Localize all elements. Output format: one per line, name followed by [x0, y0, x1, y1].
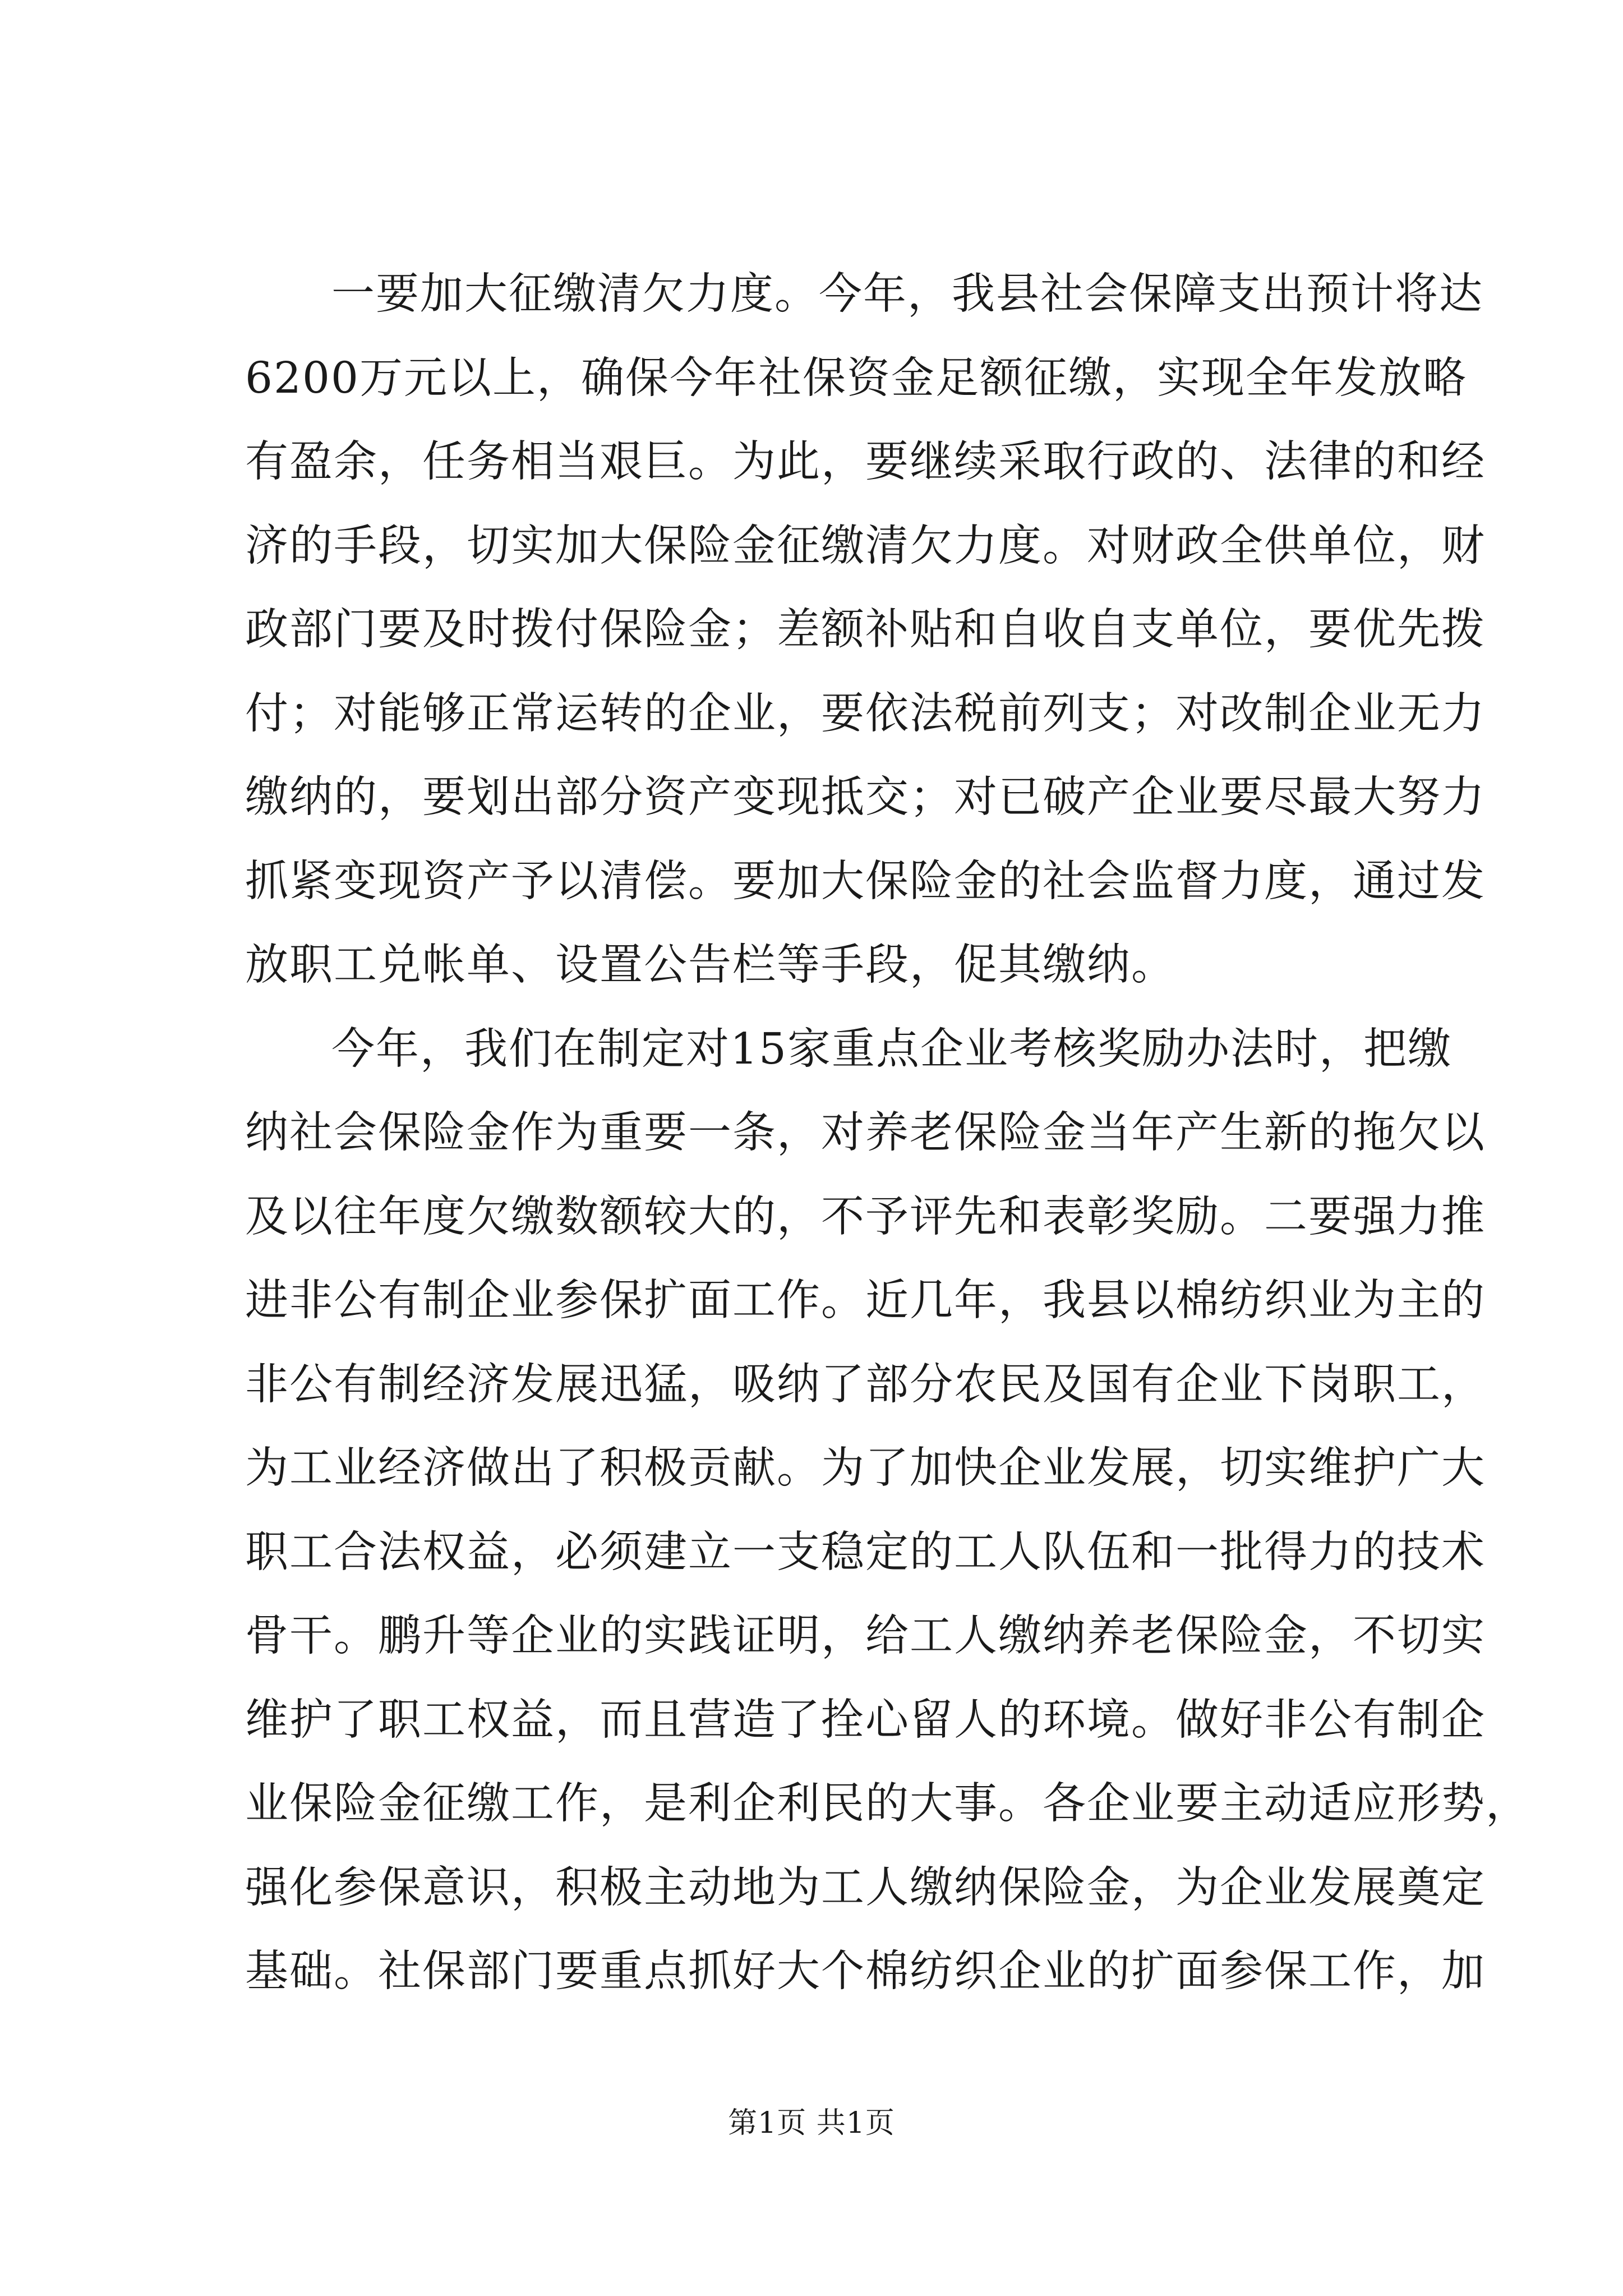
paragraph-line: 维护了职工权益，而且营造了拴心留人的环境。做好非公有制企 — [245, 1695, 1486, 1745]
paragraph-line: 为工业经济做出了积极贡献。为了加快企业发展，切实维护广大 — [245, 1443, 1486, 1493]
paragraph-line: 一要加大征缴清欠力度。今年，我县社会保障支出预计将达 — [331, 269, 1483, 319]
paragraph-line: 强化参保意识，积极主动地为工人缴纳保险金，为企业发展奠定 — [245, 1862, 1486, 1913]
paragraph-line: 基础。社保部门要重点抓好大个棉纺织企业的扩面参保工作，加 — [245, 1947, 1486, 1996]
paragraph-line: 抓紧变现资产予以清偿。要加大保险金的社会监督力度，通过发 — [245, 856, 1486, 907]
paragraph-line: 付；对能够正常运转的企业，要依法税前列支；对改制企业无力 — [245, 688, 1486, 739]
body-text — [245, 252, 1530, 2014]
paragraph-line: 济的手段，切实加大保险金征缴清欠力度。对财政全供单位，财 — [245, 521, 1486, 571]
page-footer: 第1页 共1页 — [728, 2106, 895, 2140]
paragraph-2 — [245, 1007, 1530, 2014]
paragraph-line: 6200万元以上，确保今年社保资金足额征缴，实现全年发放略 — [245, 353, 1467, 403]
paragraph-line: 非公有制经济发展迅猛，吸纳了部分农民及国有企业下岗职工， — [245, 1359, 1486, 1410]
paragraph-line: 职工合法权益，必须建立一支稳定的工人队伍和一批得力的技术 — [245, 1527, 1486, 1577]
paragraph-line: 进非公有制企业参保扩面工作。近几年，我县以棉纺织业为主的 — [245, 1276, 1486, 1326]
paragraph-line: 缴纳的，要划出部分资产变现抵交；对已破产企业要尽最大努力 — [245, 772, 1486, 822]
paragraph-line: 有盈余，任务相当艰巨。为此，要继续采取行政的、法律的和经 — [245, 437, 1486, 487]
paragraph-line: 骨干。鹏升等企业的实践证明，给工人缴纳养老保险金，不切实 — [245, 1611, 1486, 1661]
paragraph-line: 政部门要及时拨付保险金；差额补贴和自收自支单位，要优先拨 — [245, 605, 1486, 655]
paragraph-line: 今年，我们在制定对15家重点企业考核奖励办法时，把缴 — [331, 1024, 1452, 1074]
paragraph-line: 放职工兑帐单、设置公告栏等手段，促其缴纳。 — [245, 940, 1175, 990]
paragraph-line: 业保险金征缴工作，是利企利民的大事。各企业要主动适应形势， — [245, 1779, 1530, 1829]
paragraph-line: 纳社会保险金作为重要一条，对养老保险金当年产生新的拖欠以 — [245, 1108, 1486, 1158]
paragraph-1 — [245, 252, 1486, 1007]
paragraph-line: 及以往年度欠缴数额较大的，不予评先和表彰奖励。二要强力推 — [245, 1191, 1486, 1242]
